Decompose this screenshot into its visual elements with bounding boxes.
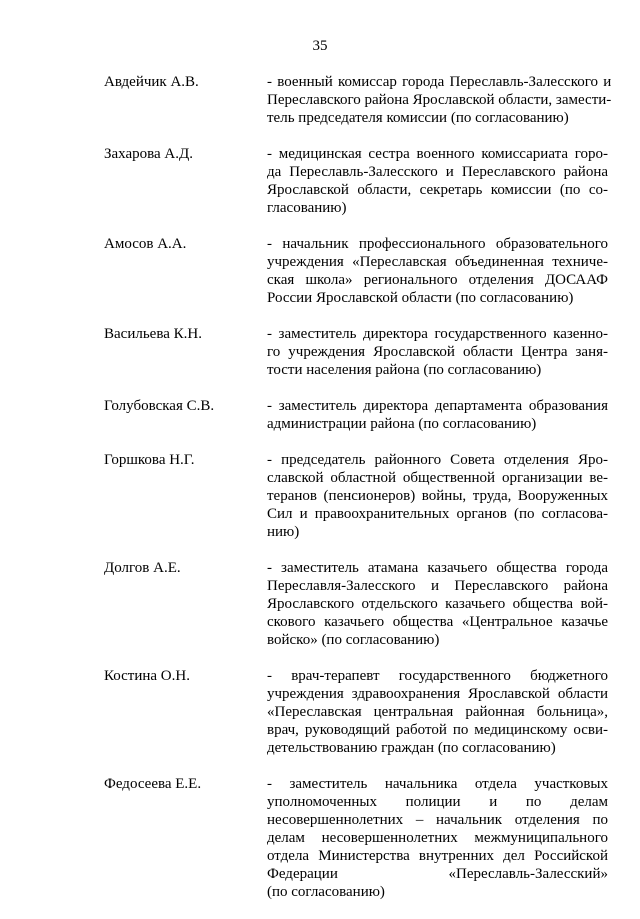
role-line: уполномоченных полиции и по делам bbox=[267, 794, 608, 810]
member-role bbox=[267, 451, 608, 541]
member-entry bbox=[104, 559, 608, 649]
role-line: - врач-терапевт государственного бюджетного bbox=[267, 668, 608, 684]
member-name: Амосов А.А. bbox=[104, 236, 187, 252]
member-entry bbox=[104, 325, 608, 379]
member-name: Захарова А.Д. bbox=[104, 146, 193, 162]
role-line: Ярославского отдельского казачьего общества вой- bbox=[267, 596, 608, 612]
role-line: - военный комиссар города Переславль-Залесского и bbox=[267, 74, 612, 90]
role-line: детельствованию граждан (по согласованию) bbox=[267, 740, 556, 756]
role-line: - заместитель начальника отдела участковых bbox=[267, 776, 608, 792]
member-entry bbox=[104, 451, 608, 541]
member-name: Горшкова Н.Г. bbox=[104, 452, 195, 468]
role-line: войско» (по согласованию) bbox=[267, 632, 440, 648]
member-role bbox=[267, 73, 611, 127]
role-line: - председатель районного Совета отделения Яро- bbox=[267, 452, 608, 468]
role-line: отдела Министерства внутренних дел Российской bbox=[267, 848, 608, 864]
member-role bbox=[267, 145, 608, 217]
member-role bbox=[267, 397, 608, 433]
member-name: Васильева К.Н. bbox=[104, 326, 202, 342]
member-name: Долгов А.Е. bbox=[104, 560, 181, 576]
role-line: нию) bbox=[267, 524, 300, 540]
role-line: - заместитель директора департамента образования bbox=[267, 398, 608, 414]
role-line: - заместитель атамана казачьего общества города bbox=[267, 560, 608, 576]
member-role bbox=[267, 667, 608, 757]
role-line: - начальник профессионального образовательного bbox=[267, 236, 608, 252]
page-number: 35 bbox=[312, 38, 328, 54]
member-role bbox=[267, 559, 608, 649]
role-line: Федерации «Переславль-Залесский» bbox=[267, 866, 608, 882]
member-name: Голубовская С.В. bbox=[104, 398, 215, 414]
role-line: теранов (пенсионеров) войны, труда, Вооруженных bbox=[267, 488, 608, 504]
member-entry bbox=[104, 145, 608, 217]
role-line: Ярославской области, секретарь комиссии (по со- bbox=[267, 182, 608, 198]
role-line: - медицинская сестра военного комиссариата горо- bbox=[267, 146, 608, 162]
member-entry bbox=[104, 775, 608, 901]
member-name: Федосеева Е.Е. bbox=[104, 776, 202, 792]
role-line: Переславля-Залесского и Переславского района bbox=[267, 578, 608, 594]
role-line: (по согласованию) bbox=[267, 884, 385, 900]
role-line: «Переславская центральная районная больница», bbox=[267, 704, 608, 720]
role-line: учреждения «Переславская объединенная техниче- bbox=[267, 254, 608, 270]
role-line: гласованию) bbox=[267, 200, 347, 216]
member-entry bbox=[104, 73, 612, 127]
role-line: делам несовершеннолетних межмуниципального bbox=[267, 830, 608, 846]
role-line: России Ярославской области (по согласованию) bbox=[267, 290, 574, 306]
role-line: несовершеннолетних – начальник отделения по bbox=[267, 812, 608, 828]
role-line: врач, руководящий работой по медицинскому осви- bbox=[267, 722, 608, 738]
member-name: Авдейчик А.В. bbox=[104, 74, 199, 90]
member-entry bbox=[104, 235, 608, 307]
role-line: Переславского района Ярославской области, замести- bbox=[267, 92, 612, 108]
member-role bbox=[267, 775, 608, 901]
role-line: ская школа» регионального отделения ДОСААФ bbox=[267, 272, 608, 288]
member-entry bbox=[104, 397, 608, 433]
role-line: славской областной общественной организации ве- bbox=[267, 470, 608, 486]
role-line: скового казачьего общества «Центральное казачье bbox=[267, 614, 608, 630]
member-name: Костина О.Н. bbox=[104, 668, 190, 684]
commission-members-list bbox=[104, 73, 612, 919]
member-role bbox=[267, 235, 608, 307]
role-line: Сил и правоохранительных органов (по согласова- bbox=[267, 506, 608, 522]
role-line: учреждения здравоохранения Ярославской области bbox=[267, 686, 608, 702]
role-line: тель председателя комиссии (по согласованию) bbox=[267, 110, 569, 126]
role-line: администрации района (по согласованию) bbox=[267, 416, 537, 432]
role-line: го учреждения Ярославской области Центра заня- bbox=[267, 344, 608, 360]
role-line: тости населения района (по согласованию) bbox=[267, 362, 542, 378]
member-entry bbox=[104, 667, 608, 757]
role-line: да Переславль-Залесского и Переславского района bbox=[267, 164, 608, 180]
role-line: - заместитель директора государственного казенно- bbox=[267, 326, 608, 342]
member-role bbox=[267, 325, 608, 379]
